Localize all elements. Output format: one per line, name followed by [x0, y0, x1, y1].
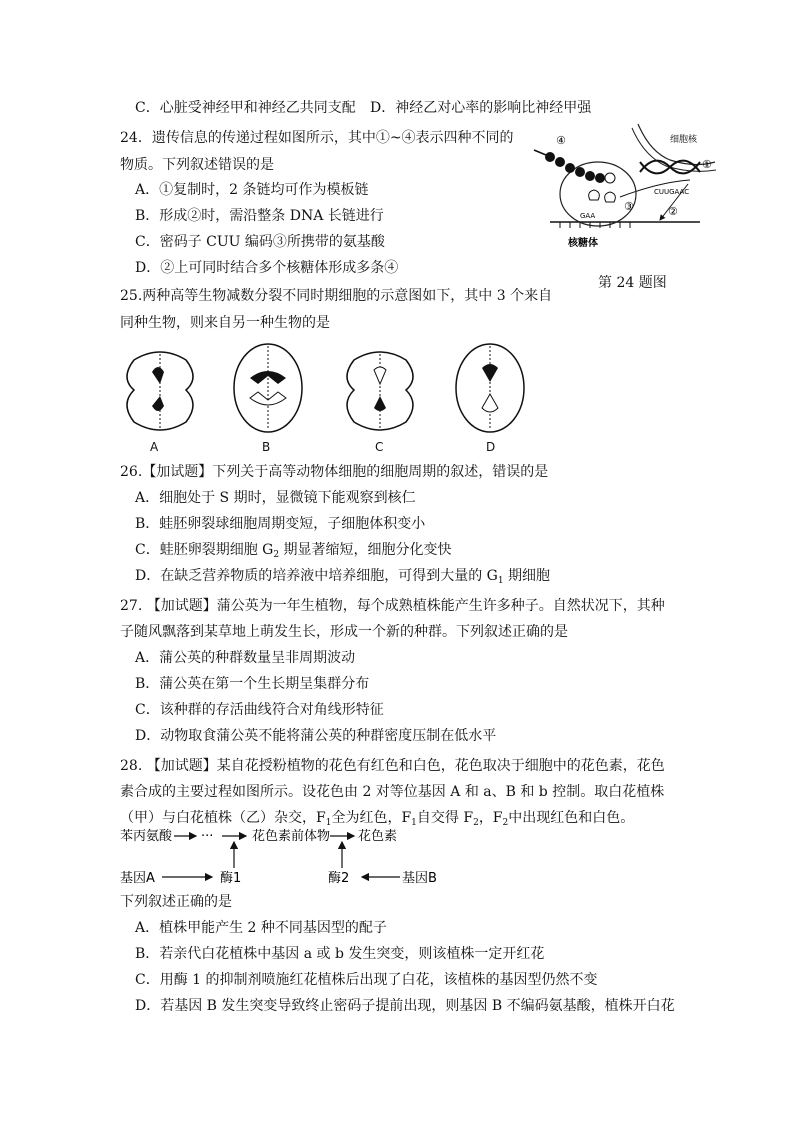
- q27-option-d: D．动物取食蒲公英不能将蒲公英的种群密度压制在低水平: [135, 728, 497, 744]
- q24-option-b: B．形成②时，需沿整条 DNA 长链进行: [135, 208, 384, 224]
- q25-stem-line2: 同种生物，则来自另一种生物的是: [120, 315, 330, 331]
- q28-option-c: C．用酶 1 的抑制剂喷施红花植株后出现了白花，该植株的基因型仍然不变: [135, 972, 598, 988]
- q26-option-d: D．在缺乏营养物质的培养液中培养细胞，可得到大量的 $G_1$ 期细胞: [135, 568, 551, 586]
- q28-pathway-diagram: [118, 826, 438, 888]
- label-4: ④: [556, 134, 566, 147]
- q24-option-d: D．②上可同时结合多个核糖体形成多条④: [135, 260, 399, 276]
- pathway-dots: ···: [201, 829, 214, 844]
- q26-option-a: A．细胞处于 S 期时，显微镜下能观察到核仁: [135, 490, 416, 506]
- pathway-enzyme-1: 酶1: [220, 871, 242, 886]
- pathway-enzyme-2: 酶2: [328, 871, 350, 886]
- q28-stem-line1: 28. 【加试题】某自花授粉植物的花色有红色和白色，花色取决于细胞中的花色素，花色: [120, 758, 665, 774]
- q27-stem-line2: 子随风飘落到某草地上萌发生长，形成一个新的种群。下列叙述正确的是: [120, 624, 568, 640]
- q28-option-b: B．若亲代白花植株中基因 a 或 b 发生突变，则该植株一定开红花: [135, 946, 545, 962]
- q25-figure-b: [228, 338, 308, 438]
- q24-figure-caption: 第 24 题图: [598, 275, 667, 291]
- q25-figure-d: [450, 338, 530, 438]
- q25-figure-c: [340, 344, 420, 439]
- ribosome-label: 核糖体: [568, 238, 598, 249]
- pathway-precursor: 花色素前体物: [252, 829, 331, 844]
- q25-label-a: A: [150, 440, 159, 454]
- q24-option-a: A．①复制时，2 条链均可作为模板链: [135, 182, 369, 198]
- q26-stem: 26.【加试题】下列关于高等动物体细胞的细胞周期的叙述，错误的是: [120, 464, 549, 480]
- q25-label-c: C: [375, 440, 384, 454]
- q26-option-b: B．蛙胚卵裂球细胞周期变短，子细胞体积变小: [135, 516, 426, 532]
- q23-option-d: D．神经乙对心率的影响比神经甲强: [370, 100, 592, 116]
- q24-stem-line2: 物质。下列叙述错误的是: [120, 157, 274, 173]
- pathway-gene-a: 基因A: [120, 871, 155, 886]
- anticodon-text: GAA: [580, 212, 596, 220]
- label-3: ③: [624, 200, 634, 213]
- q24-figure: [520, 122, 720, 262]
- q23-option-c: C．心脏受神经甲和神经乙共同支配: [135, 100, 356, 116]
- q28-stem-line2: 素合成的主要过程如图所示。设花色由 2 对等位基因 A 和 a、B 和 b 控制。取白花植株: [120, 784, 665, 800]
- q27-option-c: C．该种群的存活曲线符合对角线形特征: [135, 702, 384, 718]
- label-1: ①: [702, 158, 712, 171]
- nucleus-label: 细胞核: [670, 135, 698, 145]
- q25-figure-a: [120, 344, 200, 439]
- pathway-end: 花色素: [358, 829, 398, 844]
- q27-option-a: A．蒲公英的种群数量呈非周期波动: [135, 650, 356, 666]
- pathway-gene-b: 基因B: [402, 871, 437, 886]
- q25-label-b: B: [262, 440, 271, 454]
- pathway-start: 苯丙氨酸: [120, 829, 173, 844]
- label-2: ②: [668, 205, 678, 218]
- q27-option-b: B．蒲公英在第一个生长期呈集群分布: [135, 676, 370, 692]
- q25-stem-line1: 25.两种高等生物减数分裂不同时期细胞的示意图如下，其中 3 个来自: [120, 288, 553, 304]
- q24-stem-line1: 24．遗传信息的传递过程如图所示，其中①~④表示四种不同的: [120, 130, 514, 146]
- q24-option-c: C．密码子 CUU 编码③所携带的氨基酸: [135, 234, 385, 250]
- q28-option-a: A．植株甲能产生 2 种不同基因型的配子: [135, 920, 387, 936]
- q28-stem-line3: （甲）与白花植株（乙）杂交，$F_1$全为红色，$F_1$自交得 $F_2$，$F_2$中出现红色和白色。: [120, 810, 635, 828]
- q25-label-d: D: [486, 440, 496, 454]
- q28-option-d: D．若基因 B 发生突变导致终止密码子提前出现，则基因 B 不编码氨基酸，植株开白花: [135, 998, 675, 1014]
- q28-lead: 下列叙述正确的是: [120, 894, 232, 910]
- q27-stem-line1: 27. 【加试题】蒲公英为一年生植物，每个成熟植株能产生许多种子。自然状况下，其种: [120, 598, 665, 614]
- q26-option-c: C．蛙胚卵裂期细胞 $G_2$ 期显著缩短，细胞分化变快: [135, 542, 452, 560]
- codon-text: CUUGAAC: [654, 188, 690, 196]
